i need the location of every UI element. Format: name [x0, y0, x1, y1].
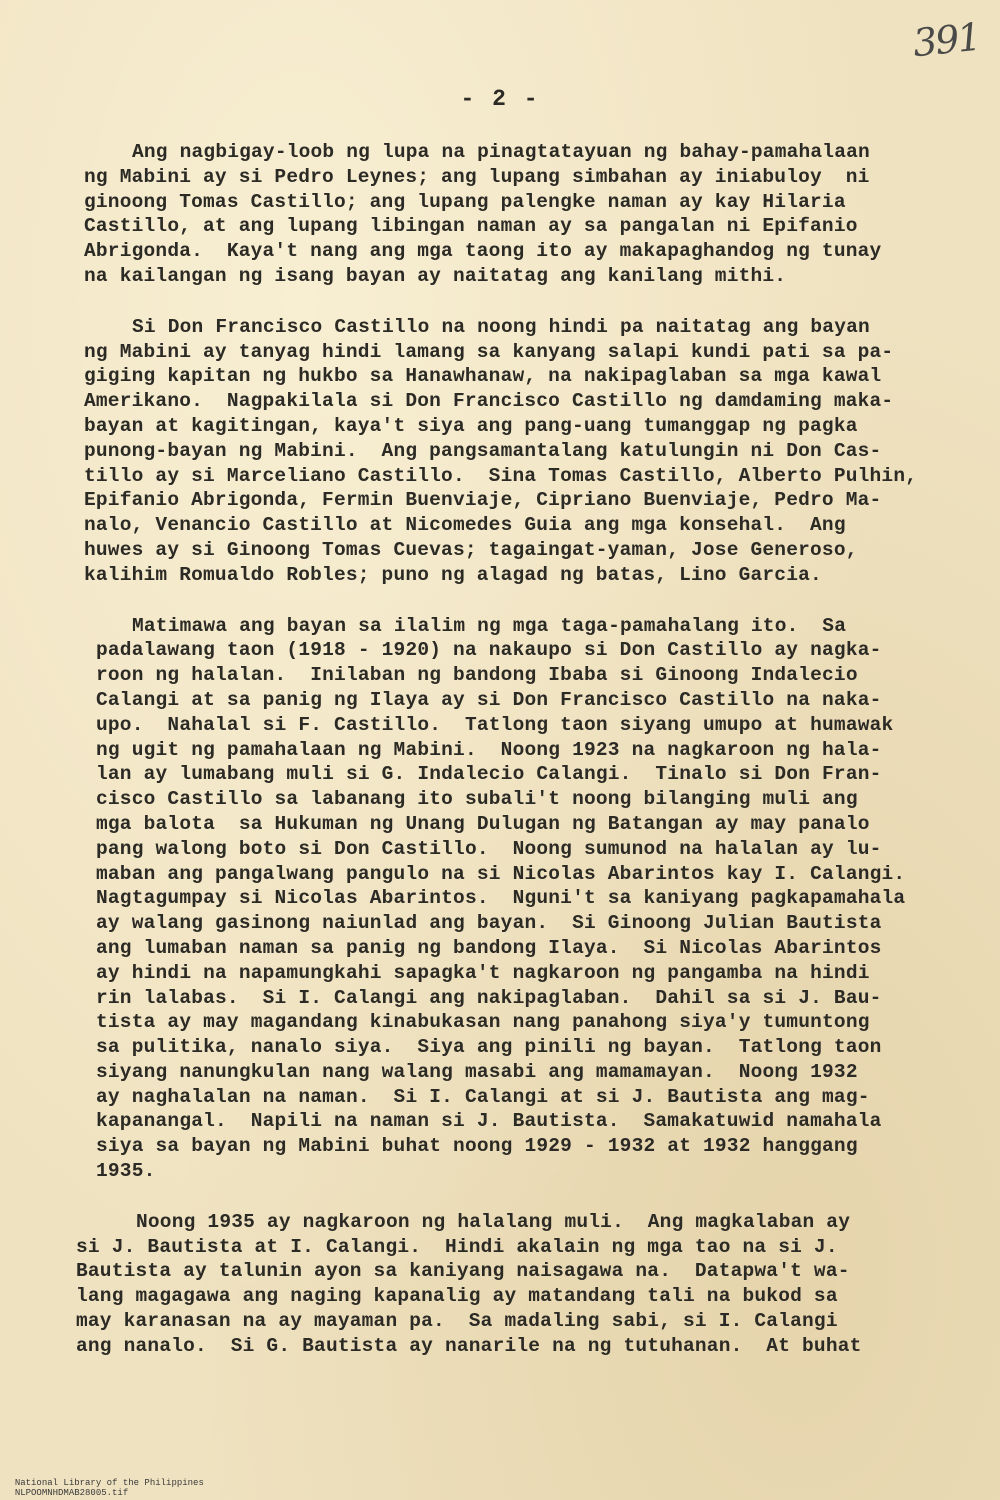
text-line: giging kapitan ng hukbo sa Hanawhanaw, na nakipaglaban sa mga kawal [84, 365, 882, 388]
text-line: ay naghalalan na naman. Si I. Calangi at si J. Bautista ang mag- [96, 1085, 870, 1108]
page-number: - 2 - [460, 86, 540, 112]
text-line: cisco Castillo sa labanang ito subali't noong bilanging muli ang [96, 788, 858, 811]
text-line: Abrigonda. Kaya't nang ang mga taong ito ay makapaghandog ng tunay [84, 240, 882, 263]
text-line: lan ay lumabang muli si G. Indalecio Calangi. Tinalo si Don Fran- [96, 763, 882, 786]
text-line: ng ugit ng pamahalaan ng Mabini. Noong 1923 na nagkaroon ng hala- [96, 738, 882, 761]
text-line: padalawang taon (1918 - 1920) na nakaupo si Don Castillo ay nagka- [96, 639, 882, 662]
paragraph-4 [64, 1210, 944, 1359]
text-line: Si Don Francisco Castillo na noong hindi pa naitatag ang bayan [132, 315, 870, 338]
text-line: upo. Nahalal si F. Castillo. Tatlong taon siyang umupo at humawak [96, 713, 894, 736]
text-line: ay hindi na napamungkahi sapagka't nagkaroon ng pangamba na hindi [96, 961, 870, 984]
text-line: Bautista ay talunin ayon sa kaniyang naisagawa na. Datapwa't wa- [76, 1260, 850, 1283]
text-line: roon ng halalan. Inilaban ng bandong Ibaba si Ginoong Indalecio [96, 664, 858, 687]
text-line: lang magagawa ang naging kapanalig ay matandang tali na bukod sa [76, 1285, 838, 1308]
footer-library: National Library of the Philippines [14, 1478, 204, 1488]
text-line: Amerikano. Nagpakilala si Don Francisco Castillo ng damdaming maka- [84, 390, 894, 413]
text-line: tista ay may magandang kinabukasan nang panahong siya'y tumuntong [96, 1011, 870, 1034]
text-line: siya sa bayan ng Mabini buhat noong 1929 - 1932 at 1932 hanggang [96, 1135, 858, 1158]
text-line: Epifanio Abrigonda, Fermin Buenviaje, Cipriano Buenviaje, Pedro Ma- [84, 489, 882, 512]
text-line: ng Mabini ay si Pedro Leynes; ang lupang simbahan ay iniabuloy ni [84, 165, 870, 188]
paragraph-1 [64, 140, 944, 289]
paragraph-2 [64, 315, 944, 588]
text-line: 1935. [96, 1160, 156, 1183]
document-body [64, 140, 944, 1385]
text-line: Nagtagumpay si Nicolas Abarintos. Nguni't sa kaniyang pagkapamahala [96, 887, 906, 910]
text-line: Ang nagbigay-loob ng lupa na pinagtatayuan ng bahay-pamahalaan [132, 141, 870, 163]
text-line: sa pulitika, nanalo siya. Siya ang pinili ng bayan. Tatlong taon [96, 1036, 882, 1059]
text-line: Calangi at sa panig ng Ilaya ay si Don Francisco Castillo na naka- [96, 688, 882, 711]
text-line: pang walong boto si Don Castillo. Noong sumunod na halalan ay lu- [96, 837, 882, 860]
text-line: huwes ay si Ginoong Tomas Cuevas; tagaingat-yaman, Jose Generoso, [84, 538, 858, 561]
text-line: maban ang pangalwang pangulo na si Nicolas Abarintos kay I. Calangi. [96, 862, 906, 885]
footer-filename: NLPOOMNHDMAB28005.tif [14, 1488, 129, 1498]
handwritten-page-number: 391 [911, 14, 983, 66]
text-line: nalo, Venancio Castillo at Nicomedes Guia ang mga konsehal. Ang [84, 514, 846, 537]
text-line: kapanangal. Napili na naman si J. Bautista. Samakatuwid namahala [96, 1110, 882, 1133]
text-line: may karanasan na ay mayaman pa. Sa madaling sabi, si I. Calangi [76, 1310, 838, 1333]
text-line: kalihim Romualdo Robles; puno ng alagad ng batas, Lino Garcia. [84, 563, 822, 586]
text-line: rin lalabas. Si I. Calangi ang nakipaglaban. Dahil sa si J. Bau- [96, 986, 882, 1009]
text-line: na kailangan ng isang bayan ay naitatag ang kanilang mithi. [84, 264, 787, 287]
text-line: Matimawa ang bayan sa ilalim ng mga taga-pamahalang ito. Sa [132, 614, 847, 637]
text-line: Castillo, at ang lupang libingan naman ay sa pangalan ni Epifanio [84, 215, 858, 238]
paragraph-3 [64, 614, 944, 1184]
text-line: siyang nanungkulan nang walang masabi ang mamamayan. Noong 1932 [96, 1060, 858, 1083]
text-line: ng Mabini ay tanyag hindi lamang sa kanyang salapi kundi pati sa pa- [84, 340, 894, 363]
text-line: tillo ay si Marceliano Castillo. Sina Tomas Castillo, Alberto Pulhin, [84, 464, 918, 487]
text-line: ginoong Tomas Castillo; ang lupang palengke naman ay kay Hilaria [84, 190, 846, 213]
text-line: ay walang gasinong naiunlad ang bayan. Si Ginoong Julian Bautista [96, 912, 882, 935]
text-line: punong-bayan ng Mabini. Ang pangsamantalang katulungin ni Don Cas- [84, 439, 882, 462]
text-line: ang lumaban naman sa panig ng bandong Ilaya. Si Nicolas Abarintos [96, 936, 882, 959]
text-line: mga balota sa Hukuman ng Unang Dulugan ng Batangan ay may panalo [96, 812, 870, 835]
text-line: si J. Bautista at I. Calangi. Hindi akalain ng mga tao na si J. [76, 1235, 838, 1258]
text-line: Noong 1935 ay nagkaroon ng halalang muli. Ang magkalaban ay [136, 1210, 851, 1233]
scan-footer [4, 1468, 996, 1498]
text-line: bayan at kagitingan, kaya't siya ang pang-uang tumanggap ng pagka [84, 414, 858, 437]
text-line: ang nanalo. Si G. Bautista ay nanarile na ng tutuhanan. At buhat [76, 1334, 862, 1357]
